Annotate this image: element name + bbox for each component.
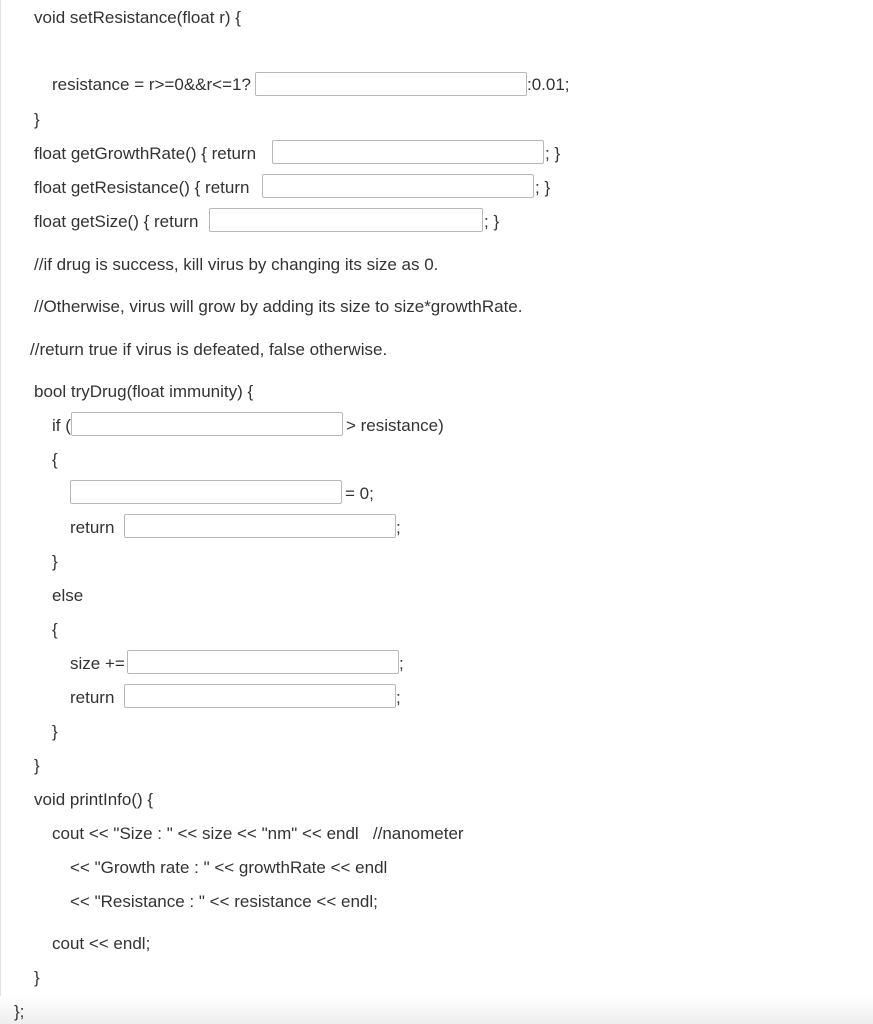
comment-success: //if drug is success, kill virus by changing its size as 0.: [34, 255, 439, 274]
if-suffix: > resistance): [346, 416, 444, 435]
bottom-shade: [0, 996, 873, 1024]
else-close-brace: }: [52, 722, 58, 741]
size-increment-semicolon: ;: [399, 654, 404, 673]
cout-size-line: cout << "Size : " << size << "nm" << endl //nanometer: [52, 824, 464, 843]
comment-return: //return true if virus is defeated, false otherwise.: [30, 340, 388, 359]
resistance-value-input[interactable]: [255, 72, 527, 96]
return-failure-keyword: return: [70, 688, 115, 707]
if-close-brace: }: [52, 552, 58, 571]
get-size-prefix: float getSize() { return: [34, 212, 199, 231]
cout-resistance-line: << "Resistance : " << resistance << endl;: [70, 892, 378, 911]
cout-endl-line: cout << endl;: [52, 934, 151, 953]
return-success-keyword: return: [70, 518, 115, 537]
return-success-semicolon: ;: [396, 518, 401, 537]
cout-growth-line: << "Growth rate : " << growthRate << endl: [70, 858, 388, 877]
resistance-assign-prefix: resistance = r>=0&&r<=1?: [52, 75, 251, 94]
size-increment-input[interactable]: [127, 650, 399, 674]
class-close: };: [14, 1002, 25, 1021]
if-open-brace: {: [52, 450, 58, 469]
else-keyword: else: [52, 586, 84, 605]
return-failure-semicolon: ;: [396, 688, 401, 707]
growth-rate-return-input[interactable]: [272, 140, 544, 164]
set-resistance-close-brace: }: [34, 110, 40, 129]
assign-target-input[interactable]: [70, 480, 342, 504]
return-failure-input[interactable]: [124, 684, 396, 708]
return-success-input[interactable]: [124, 514, 396, 538]
comment-otherwise: //Otherwise, virus will grow by adding its size to size*growthRate.: [34, 297, 523, 316]
left-border: [0, 0, 1, 1010]
try-drug-signature: bool tryDrug(float immunity) {: [34, 382, 254, 401]
print-info-close-brace: }: [34, 968, 40, 987]
set-resistance-signature: void setResistance(float r) {: [34, 8, 241, 27]
try-drug-close-brace: }: [34, 756, 40, 775]
get-growth-rate-prefix: float getGrowthRate() { return: [34, 144, 257, 163]
print-info-signature: void printInfo() {: [34, 790, 154, 809]
get-growth-rate-suffix: ; }: [545, 144, 561, 163]
get-size-suffix: ; }: [484, 212, 500, 231]
assign-zero-suffix: = 0;: [345, 484, 374, 503]
if-condition-input[interactable]: [71, 412, 343, 436]
size-plus-prefix: size +=: [70, 654, 125, 673]
else-open-brace: {: [52, 620, 58, 639]
resistance-assign-suffix: :0.01;: [527, 75, 570, 94]
size-return-input[interactable]: [209, 208, 483, 232]
resistance-return-input[interactable]: [262, 174, 534, 198]
if-prefix: if (: [52, 416, 71, 435]
get-resistance-prefix: float getResistance() { return: [34, 178, 250, 197]
get-resistance-suffix: ; }: [535, 178, 551, 197]
